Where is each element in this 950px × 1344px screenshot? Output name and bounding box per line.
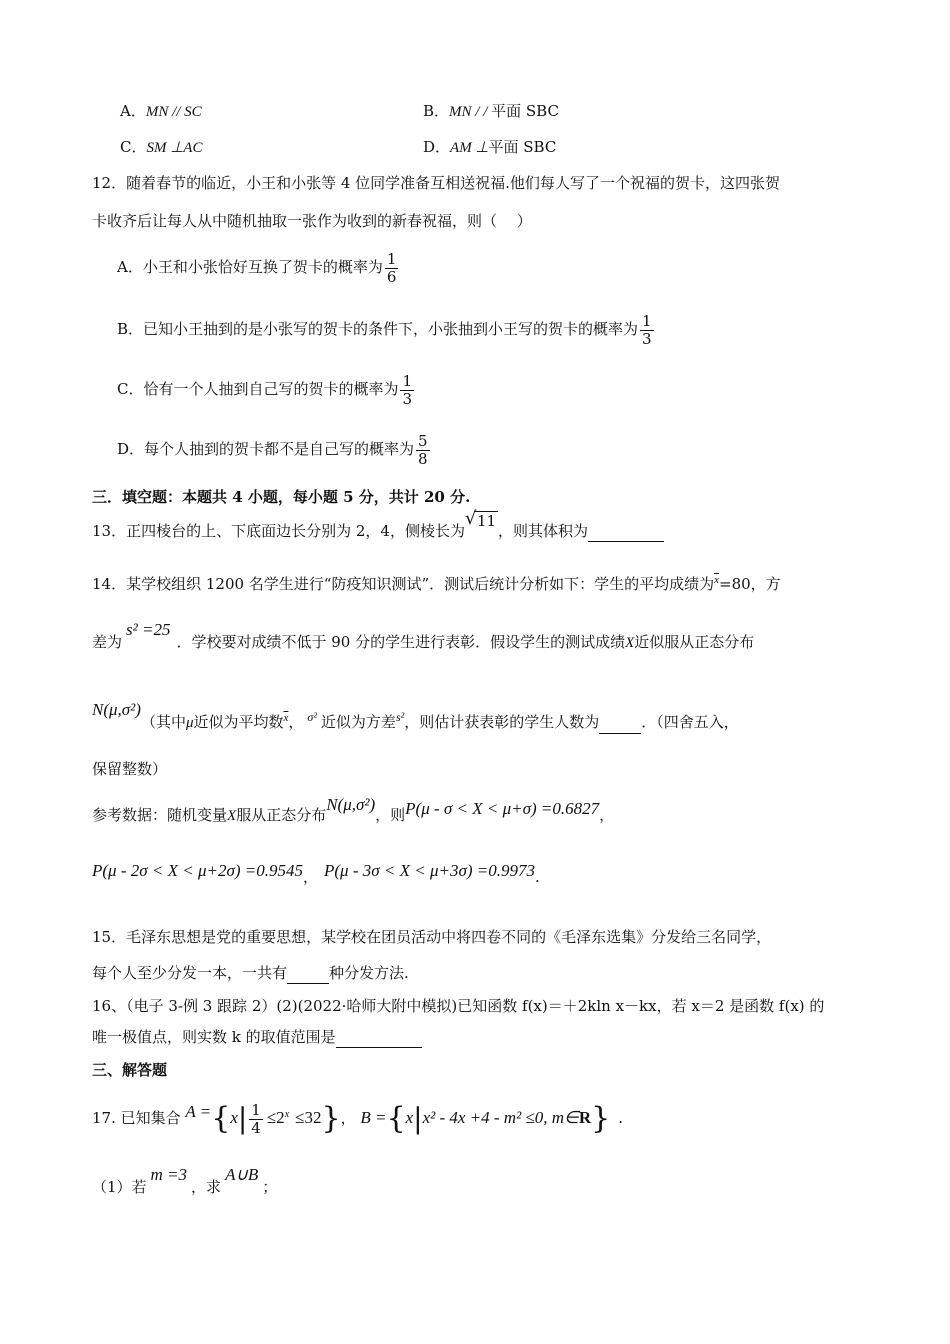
section-fill-in-heading: 三．填空题：本题共 4 小题，每小题 5 分，共计 20 分. (92, 488, 471, 506)
answer-blank (599, 717, 641, 734)
q15-line2: 每个人至少分发一本，一共有 种分发方法. (92, 964, 409, 982)
fraction: $\frac{1}{4}$ (251, 1100, 261, 1137)
q12-stem-line1: 12．随着春节的临近，小王和小张等 4 位同学准备互相送祝福.他们每人写了一个祝福的贺卡，这四张贺 (92, 174, 780, 192)
fraction: $\frac{1}{3}$ (642, 311, 652, 348)
q14-line1: 14．某学校组织 1200 名学生进行“防疫知识测试”．测试后统计分析如下：学生的平均成绩为$^{\overline{x}}$=80，方 (92, 574, 781, 593)
q12-option-b: B．已知小王抽到的是小张写的贺卡的条件下，小张抽到小王写的贺卡的概率为 $\frac{1}{3}$ (117, 311, 652, 348)
q11-option-c: C．SM ⊥AC (120, 138, 203, 156)
q13: 13．正四棱台的上、下底面边长分别为 2，4，侧棱长为 √ 11，则其体积为 (92, 520, 664, 542)
set-bar: | (413, 1102, 423, 1135)
fraction: $\frac{1}{3}$ (402, 371, 413, 408)
fraction: $\frac{5}{8}$ (418, 431, 428, 468)
q12-option-d: D．每个人抽到的贺卡都不是自己写的概率为 $\frac{5}{8}$ (117, 431, 428, 468)
brace-open: { (386, 1101, 406, 1136)
q14-reference-line2: P(μ - 2σ < X < μ+2σ) =0.9545， P(μ - 3σ < X < μ+3σ) =0.9973. (92, 861, 540, 886)
q15-line1: 15．毛泽东思想是党的重要思想，某学校在团员活动中将四卷不同的《毛泽东选集》分发给三名同学， (92, 928, 772, 946)
q14-line2: 差为s² =25．学校要对成绩不低于 90 分的学生进行表彰．假设学生的测试成绩X近似服从正态分布 (92, 620, 755, 651)
q16-line2: 唯一极值点，则实数 k 的取值范围是 (92, 1026, 422, 1048)
section-answer-heading: 三、解答题 (92, 1061, 168, 1079)
q14-line3: N(μ,σ²)（其中μ近似为平均数$^{\overline{x}}$， $^{\sigma^2}$ 近似为方差$^{s^2}$，则估计获表彰的学生人数为 ．（四舍五入， (92, 706, 739, 734)
brace-open: { (211, 1101, 231, 1136)
answer-blank (336, 1031, 422, 1048)
sqrt-expression: √ 11 (464, 508, 497, 530)
fraction: $\frac{1}{6}$ (386, 249, 397, 286)
q11-option-a: A．MN // SC (120, 102, 202, 120)
answer-blank (287, 967, 329, 984)
q11-option-b: B．MN / / 平面 SBC (423, 102, 559, 120)
q16-line1: 16、（电子 3-例 3 跟踪 2）(2)(2022·哈师大附中模拟)已知函数 f(x)＝＋2kln x－kx，若 x＝2 是函数 f(x) 的 (92, 997, 825, 1015)
q17-statement: 17. 已知集合 A ={x| $\frac{1}{4}$ $\le 2^x \le 32$}， B ={x|x² - 4x +4 - m² ≤0, m∈R} . (92, 1100, 623, 1137)
set-bar: | (237, 1102, 248, 1135)
brace-close: } (321, 1101, 341, 1136)
q11-option-d: D．AM ⊥平面 SBC (423, 138, 557, 156)
q12-stem-line2: 卡收齐后让每人从中随机抽取一张作为收到的新春祝福，则（ ） (92, 212, 532, 230)
q12-option-c: C．恰有一个人抽到自己写的贺卡的概率为 $\frac{1}{3}$ (117, 371, 413, 408)
q12-option-a: A．小王和小张恰好互换了贺卡的概率为 $\frac{1}{6}$ (117, 249, 397, 286)
q14-line4: 保留整数） (92, 760, 168, 778)
q14-reference-line1: 参考数据：随机变量X服从正态分布N(μ,σ²)，则P(μ - σ < X < μ+σ) =0.6827， (92, 795, 615, 824)
brace-close: } (591, 1101, 611, 1136)
answer-blank (588, 525, 664, 542)
q17-part1: （1）若m =3，求A∪B； (92, 1165, 278, 1196)
